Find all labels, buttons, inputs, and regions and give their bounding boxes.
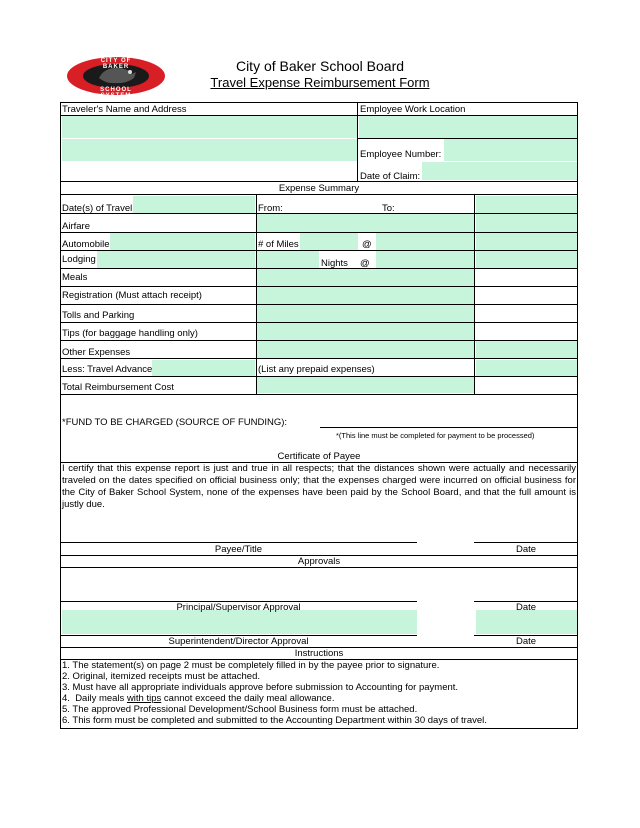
prepaid-total-field[interactable] <box>476 341 577 358</box>
date-of-claim-label: Date of Claim: <box>360 171 421 182</box>
from-label: From: <box>258 203 283 214</box>
traveler-name-address-label: Traveler's Name and Address <box>62 104 187 115</box>
mileage-rate-field[interactable] <box>376 233 474 250</box>
nights-label: Nights <box>321 258 348 269</box>
airfare-total-field[interactable] <box>476 214 577 232</box>
instruction-item: 1. The statement(s) on page 2 must be completely filled in by the payee prior to signature. <box>62 660 440 671</box>
logo-top-text: CITY OF BAKER <box>100 58 132 70</box>
instruction-item: 2. Original, itemized receipts must be attached. <box>62 671 261 682</box>
mileage-at-label: @ <box>362 239 372 250</box>
instruction-item <box>62 693 334 704</box>
traveler-name-field[interactable] <box>62 116 357 138</box>
certificate-text: I certify that this expense report is just and true in all respects; that the distances shown were actually and necessarily traveled on the dates specified on official business only; that the expenses charged were incurred on official business for the City of Baker School System, none of the expenses have been paid by the School Board, and that the full amount is justly due. <box>62 463 576 510</box>
work-location-field[interactable] <box>359 116 577 138</box>
meals-label: Meals <box>62 272 88 283</box>
superintendent-date-field[interactable] <box>476 610 577 634</box>
principal-date-label: Date <box>515 602 537 613</box>
form-subtitle: Travel Expense Reimbursement Form <box>210 75 430 90</box>
expense-summary-heading: Expense Summary <box>278 183 360 194</box>
principal-approval-label: Principal/Supervisor Approval <box>176 602 301 613</box>
fund-label: *FUND TO BE CHARGED (SOURCE OF FUNDING): <box>62 417 288 428</box>
instruction-text: 4. Daily meals <box>62 693 127 704</box>
automobile-total-field[interactable] <box>476 233 577 250</box>
instructions-heading: Instructions <box>294 648 344 659</box>
date-of-claim-field[interactable] <box>422 162 577 180</box>
approvals-heading: Approvals <box>297 556 341 567</box>
instruction-emphasis: with tips <box>126 693 162 704</box>
airfare-label: Airfare <box>62 221 90 232</box>
automobile-field[interactable] <box>110 233 255 250</box>
travel-dates-label: Date(s) of Travel <box>62 203 133 214</box>
instruction-item: 6. This form must be completed and submitted to the Accounting Department within 30 days of travel. <box>62 715 487 726</box>
automobile-label: Automobile <box>62 239 110 250</box>
other-expenses-field[interactable] <box>257 341 474 358</box>
tips-label: Tips (for baggage handling only) <box>62 328 198 339</box>
lodging-label: Lodging <box>62 254 96 265</box>
miles-field[interactable] <box>300 233 358 250</box>
lodging-field[interactable] <box>97 251 255 268</box>
tolls-field[interactable] <box>257 305 474 322</box>
district-logo <box>66 56 166 99</box>
superintendent-approval-label: Superintendent/Director Approval <box>168 636 309 647</box>
airfare-field[interactable] <box>257 214 474 232</box>
total-reimbursement-label: Total Reimbursement Cost <box>62 382 174 393</box>
instruction-text: cannot exceed the daily meal allowance. <box>161 693 335 704</box>
work-location-label: Employee Work Location <box>360 104 466 115</box>
payee-title-label: Payee/Title <box>214 544 263 555</box>
total-airfare-field[interactable] <box>476 196 577 213</box>
certificate-heading: Certificate of Payee <box>277 451 361 462</box>
nights-count-field[interactable] <box>257 251 319 268</box>
employee-number-field[interactable] <box>444 139 577 161</box>
miles-label: # of Miles <box>258 239 299 250</box>
instruction-item: 3. Must have all appropriate individuals approve before submission to Accounting for payment. <box>62 682 459 693</box>
tolls-label: Tolls and Parking <box>62 310 135 321</box>
other-expenses-label: Other Expenses <box>62 347 131 358</box>
registration-label: Registration (Must attach receipt) <box>62 290 202 301</box>
tips-field[interactable] <box>257 323 474 340</box>
to-label: To: <box>382 203 395 214</box>
logo-bottom-text: SCHOOL SYSTEM <box>100 87 132 99</box>
meals-field[interactable] <box>257 269 474 286</box>
instruction-item: 5. The approved Professional Development/School Business form must be attached. <box>62 704 418 715</box>
prepaid-expenses-label: (List any prepaid expenses) <box>258 364 375 375</box>
travel-advance-label: Less: Travel Advance <box>62 364 153 375</box>
payee-date-label: Date <box>515 544 537 555</box>
lodging-rate-field[interactable] <box>376 251 474 268</box>
form-title: City of Baker School Board <box>235 58 405 74</box>
total-reimbursement-field[interactable] <box>257 377 474 393</box>
superintendent-date-label: Date <box>515 636 537 647</box>
registration-field[interactable] <box>257 287 474 304</box>
employee-number-label: Employee Number: <box>360 149 442 160</box>
advance-total-field[interactable] <box>476 360 577 376</box>
lodging-total-field[interactable] <box>476 251 577 268</box>
lodging-at-label: @ <box>360 258 370 269</box>
travel-dates-field[interactable] <box>133 196 255 213</box>
traveler-address-field[interactable] <box>62 139 357 161</box>
superintendent-signature-field[interactable] <box>62 610 417 634</box>
fund-note: *(This line must be completed for payment to be processed) <box>336 431 535 440</box>
travel-advance-field[interactable] <box>152 360 255 376</box>
